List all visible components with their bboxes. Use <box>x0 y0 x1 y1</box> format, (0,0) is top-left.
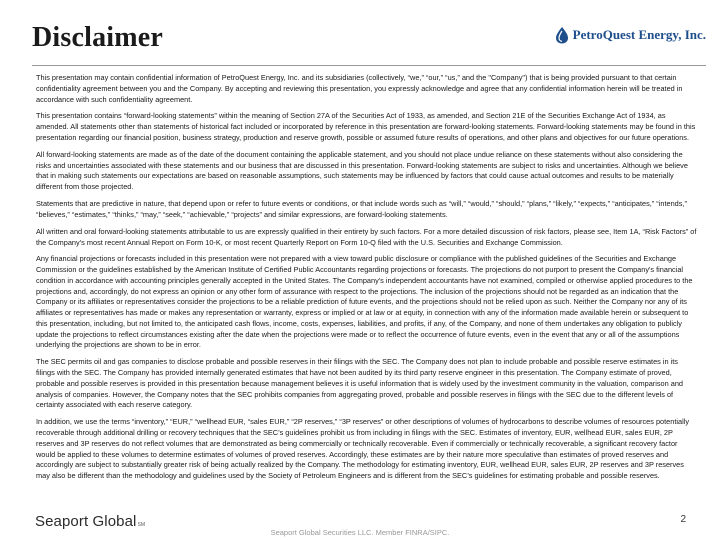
logo-text: PetroQuest Energy, Inc. <box>572 27 706 42</box>
page-number: 2 <box>680 514 686 525</box>
disclaimer-body <box>36 73 698 488</box>
paragraph-reserve-terms: In addition, we use the terms “inventory,” “EUR,” “wellhead EUR, “sales EUR,” “2P reserves,” “3P reserves” or other descriptions of volumes of hydrocarbons to describe volumes of resources potentially recoverable through additional drilling or recovery techniques that the SEC’s guidelines prohibit us from including in filings with the SEC. Estimates of inventory, EUR, wellhead EUR, sales EUR, 2P reserves and 3P reserves do not reflect volumes that are demonstrated as being commercially or technically recoverable. Even if commercially or technically recoverable, a significant recovery factor would be applied to these volumes to determine estimates of volumes of proved reserves. Accordingly, these estimates are by their nature more speculative than estimates of proved reserves and accordingly are subject to substantially greater risk of being actually realized by the Company. The methodology for estimating inventory, EUR, wellhead EUR, sales EUR, 2P reserves and 3P reserves may also be different than the methodology and guidelines used by the Society of Petroleum Engineers and is different from the SEC’s guidelines for estimating probable and possible reserves. <box>36 417 690 481</box>
leaf-drop-icon <box>554 26 570 44</box>
footer-disclosure: Seaport Global Securities LLC. Member FINRA/SIPC. <box>270 528 450 537</box>
footer-brand-text: Seaport Global <box>35 513 137 530</box>
paragraph-predictive-words: Statements that are predictive in nature, that depend upon or refer to future events or conditions, or that include words such as “will,” “would,” “should,” “plans,” “likely,” “expects,” “anticipates,” “intends,” “believes,” “estimates,” “thinks,” “may,” “seek,” “achievable,” “projects” and similar expressions, are forward-looking statements. <box>36 199 687 219</box>
trademark-mark: SM <box>137 522 146 528</box>
paragraph-sec-reserves: The SEC permits oil and gas companies to disclose probable and possible reserves in their filings with the SEC. The Company does not plan to include probable and possible reserve estimates in its filings with the SEC. The Company has provided internally generated estimates that have not been audited by its third party reserve engineer in this presentation. The Company estimate of proved, probable and possible reserves is provided in this presentation because management believes it is useful information that is widely used by the investment community in the valuation, comparison and analysis of companies. However, the Company notes that the SEC prohibits companies from aggregating proved, probable and possible reserves in filings with the SEC due to the different levels of certainty associated with each reserve category. <box>36 357 684 410</box>
paragraph-forward-looking: This presentation contains “forward-looking statements” within the meaning of Section 27A of the Securities Act of 1933, as amended, and Section 21E of the Securities Exchange Act of 1934, as amended. All statements other than statements of historical fact included or incorporated by reference in this presentation are forward-looking statements. Forward-looking statements may be found in this presentation regarding our financial position, business strategy, production and reserve growth, possible or assumed future results of operations, and other plans and objectives for our future operations. <box>36 111 696 142</box>
paragraph-qualified-statements: All written and oral forward-looking statements attributable to us are expressly qualified in their entirety by such factors. For a more detailed discussion of risk factors, please see, Item 1A, “Risk Factors” of the Company’s most recent Annual Report on Form 10-K, or most recent Quarterly Report on Form 10-Q filed with the U.S. Securities and Exchange Commission. <box>36 226 697 247</box>
page-title: Disclaimer <box>32 22 164 53</box>
paragraph-risks: All forward-looking statements are made as of the date of the document containing the applicable statement, and you should not place undue reliance on these statements without also considering the risks and uncertainties associated with these statements and our business that are discussed in this presentation. Forward-looking statements are subject to risks and uncertainties. Although we believe that in making such statements our expectations are based on reasonable assumptions, such statements may be influenced by factors that could cause actual outcomes and results to be materially different from those projected. <box>36 149 688 192</box>
paragraph-confidentiality: This presentation may contain confidential information of PetroQuest Energy, Inc. and its subsidiaries (collectively, “we,” “our,” “us,” and the "Company") that is being provided pursuant to that certain confidentiality agreement between you and the Company. By accepting and reviewing this presentation, you expressly acknowledge and agree that any confidential information herein will be treated in accordance with such confidentiality agreement. <box>36 73 683 104</box>
paragraph-projections: Any financial projections or forecasts included in this presentation were not prepared with a view toward public disclosure or compliance with the published guidelines of the Securities and Exchange Commission or the guidelines established by the American Institute of Certified Public Accountants regarding projections or forecasts. The projections do not purport to present the Company's financial condition in accordance with accounting principles generally accepted in the United States. The Company's independent accountants have not examined, compiled or otherwise applied procedures to the projections and, accordingly, do not express an opinion or any other form of assurance with respect to the projections. The inclusion of the projections should not be regarded as an indication that the Company or its affiliates or representatives consider the projections to be a reliable prediction of future events, and the projections should not be relied upon as such. Neither the Company nor any of its affiliates or representatives has made or makes any representation or warranty, express or implied or at law or at equity, in connection with any of the information made available herein or subsequent to this presentation, including, but not limited to, the anticipated cash flows, income, costs, expenses, liabilities, and profits, if any, of the Company, and none of them undertakes any obligation to publicly update the projections to reflect circumstances existing after the date when the projections were made or to reflect the occurrence of future events, even in the event that any or all of the assumptions underlying the projections are shown to be in error. <box>36 254 693 350</box>
company-logo <box>554 26 706 44</box>
header-divider <box>32 65 706 66</box>
